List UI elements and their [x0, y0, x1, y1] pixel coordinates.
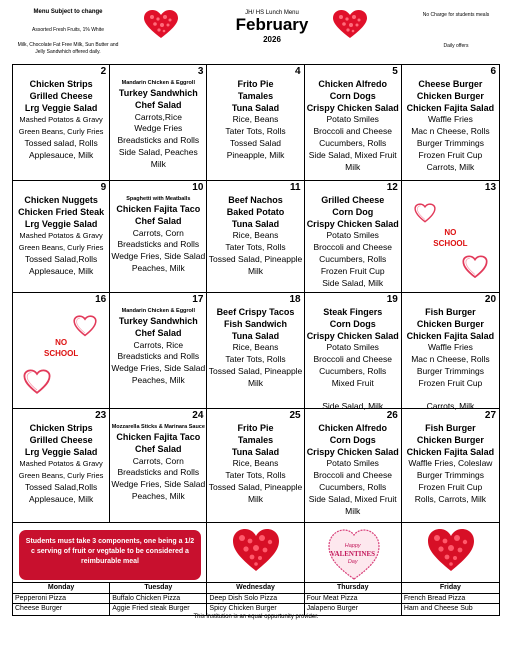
side-item: Milk: [345, 505, 361, 516]
special-item: Mandarin Chicken & Eggroll: [121, 308, 195, 314]
entree-item: Tuna Salad: [231, 102, 280, 113]
side-item: Side Salad, Milk: [322, 277, 384, 288]
day-number: 16: [95, 294, 107, 305]
side-item: Carrots, Corn: [132, 455, 184, 466]
entree-item: Baked Potato: [226, 206, 285, 217]
daily-offer-item: Aggie Fried steak Burger: [110, 604, 207, 615]
day-cell: [207, 293, 304, 408]
side-item: Green Beans, Curly Fries: [18, 243, 104, 253]
day-cell: [110, 293, 207, 408]
entree-item: Chicken Burger: [416, 90, 484, 101]
side-item: Green Beans, Curly Fries: [18, 471, 104, 481]
daily-offer-item: Ham and Cheese Sub: [403, 605, 473, 612]
entree-item: Tuna Salad: [231, 446, 280, 457]
day-cell: [110, 65, 207, 180]
entree-item: Turkey Sandwhich: [118, 316, 198, 326]
side-item: [305, 390, 401, 402]
entree-item: Chef Salad: [135, 215, 182, 226]
header-right-block: [410, 12, 502, 49]
entree-item: Fish Burger: [425, 307, 476, 317]
daily-offer-item: French Bread Pizza: [403, 594, 466, 602]
no-school-text: NO: [444, 228, 457, 237]
side-item: Broccoli and Cheese: [313, 126, 392, 137]
side-item: Applesauce, Milk: [28, 493, 94, 504]
special-item: Mandarin Chicken & Eggroll: [121, 80, 195, 86]
daily-sandwich-note: Milk, Chocolate Fat Free Milk, Sun Butter and Jelly Sandwhich offered daily.: [17, 41, 119, 55]
side-item: Wedge Fries: [134, 123, 183, 134]
header-title-block: [217, 10, 327, 44]
day-cell: [305, 181, 402, 292]
side-item: Breadsticks and Rolls: [117, 135, 200, 146]
side-item: Tossed Salad,Rolls: [24, 481, 98, 492]
day-number: 17: [192, 294, 204, 305]
day-cell: [13, 65, 110, 180]
side-item: Tater Tots, Rolls: [225, 354, 286, 365]
entree-item: Corn Dogs: [329, 318, 376, 329]
day-number: 19: [386, 294, 398, 305]
side-item: Tater Tots, Rolls: [225, 242, 286, 253]
entree-item: Corn Dog: [332, 206, 374, 217]
entree-item: Crispy Chicken Salad: [306, 218, 399, 229]
no-school-label: [13, 337, 109, 359]
side-item: Peaches, Milk: [131, 262, 185, 273]
side-item: Potato Smiles: [326, 458, 379, 469]
menu-year: 2026: [263, 34, 281, 44]
week-row: [13, 65, 499, 181]
weekday-header: Tuesday: [110, 583, 207, 593]
entree-item: Lrg Veggie Salad: [24, 218, 98, 229]
day-number: 5: [392, 66, 398, 77]
side-item: Carrots, Milk: [426, 161, 475, 172]
day-number: 26: [386, 410, 398, 421]
day-number: 27: [484, 410, 497, 421]
day-number: 2: [100, 66, 107, 77]
side-item: Tossed Salad, Pineapple: [208, 481, 303, 492]
side-item: Broccoli and Cheese: [313, 354, 392, 365]
no-school-label: [402, 227, 499, 249]
daily-offers-label: Daily offers: [443, 43, 469, 49]
day-cell: [13, 181, 110, 292]
side-item: Milk: [150, 158, 166, 169]
day-cell: [110, 409, 207, 522]
day-cell: [305, 409, 402, 522]
day-cell: [110, 181, 207, 292]
valentine-greeting: [305, 542, 401, 566]
day-cell: [13, 293, 110, 408]
day-cell: [402, 181, 499, 292]
side-item: Tossed salad, Rolls: [24, 137, 98, 148]
side-item: Tossed Salad: [229, 137, 282, 148]
entree-item: Beef Crispy Tacos: [216, 307, 295, 317]
week-row: [13, 409, 499, 523]
daily-offers-row: [13, 604, 499, 615]
menu-change-note: Menu Subject to change: [33, 9, 103, 15]
entree-item: Chef Salad: [135, 99, 182, 110]
day-number: 25: [289, 410, 301, 421]
no-school-text: SCHOOL: [433, 239, 468, 248]
entree-item: Chicken Nuggets: [24, 195, 98, 205]
side-item: [402, 390, 499, 402]
side-item: Frozen Fruit Cup: [418, 149, 483, 160]
entree-item: Cheese Burger: [418, 79, 483, 89]
side-item: Burger Trimmings: [416, 470, 484, 481]
entree-item: Chicken Fajita Salad: [406, 446, 495, 457]
side-item: Cucumbers, Rolls: [319, 365, 387, 376]
entree-item: Chicken Alfredo: [318, 423, 388, 433]
entree-item: Beef Nachos: [228, 195, 283, 205]
entree-item: Frito Pie: [237, 423, 274, 433]
side-item: Cucumbers, Rolls: [319, 137, 387, 148]
entree-item: Chicken Strips: [29, 79, 93, 89]
side-item: Milk: [345, 161, 361, 172]
side-item: Potato Smiles: [326, 114, 379, 125]
header-left-block: [12, 8, 124, 55]
no-school-text: SCHOOL: [43, 349, 79, 358]
entree-item: Lrg Veggie Salad: [24, 102, 98, 113]
side-item: Mashed Potatos & Gravy: [19, 459, 103, 469]
side-item: Rice, Beans: [232, 342, 279, 353]
entree-item: Tuna Salad: [231, 218, 280, 229]
daily-offer-item: Four Meat Pizza: [305, 594, 402, 604]
side-item: Breadsticks and Rolls: [117, 467, 200, 478]
side-item: Side Salad, Peaches: [118, 146, 198, 157]
side-item: Burger Trimmings: [416, 365, 484, 376]
entree-item: Fish Burger: [425, 423, 476, 433]
side-item: Pineapple, Milk: [226, 149, 285, 160]
side-item: Side Salad, Milk: [322, 401, 384, 412]
side-item: Side Salad, Mixed Fruit: [308, 493, 397, 504]
side-item: Broccoli and Cheese: [313, 242, 392, 253]
day-number: 9: [100, 182, 107, 193]
side-item: Mac n Cheese, Rolls: [411, 126, 490, 137]
side-item: Waffle Fries: [427, 342, 473, 353]
daily-offer-item: Deep Dish Solo Pizza: [207, 594, 304, 604]
side-item: Frozen Fruit Cup: [418, 377, 483, 388]
heart-outline-icon: [23, 369, 51, 394]
day-number: 12: [386, 182, 398, 193]
weekday-header: Wednesday: [207, 583, 304, 593]
side-item: Carrots, Corn: [132, 227, 184, 238]
side-item: Tossed Salad, Pineapple: [208, 253, 303, 264]
day-cell: [402, 409, 499, 522]
side-item: Frozen Fruit Cup: [320, 265, 385, 276]
menu-calendar-grid: [12, 64, 500, 594]
heart-cluster-icon: [332, 10, 368, 40]
daily-offers-header-row: [13, 583, 499, 594]
entree-item: Chef Salad: [135, 327, 182, 338]
side-item: Wedge Fries, Side Salad: [111, 251, 206, 262]
entree-item: Grilled Cheese: [29, 434, 93, 445]
valentine-line-happy: Happy: [344, 543, 361, 549]
entree-item: Corn Dogs: [329, 90, 376, 101]
no-charge-note: No Charge for students meals: [422, 12, 490, 18]
entree-item: Steak Fingers: [323, 307, 383, 317]
day-number: 11: [290, 182, 301, 193]
entree-item: Chef Salad: [135, 443, 182, 454]
daily-offer-item: Spicy Chicken Burger: [207, 604, 304, 615]
day-number: 20: [484, 294, 497, 305]
entree-item: Grilled Cheese: [29, 90, 93, 101]
side-item: Tossed Salad,Rolls: [24, 253, 98, 264]
side-item: Frozen Fruit Cup: [418, 481, 483, 492]
side-item: Side Salad, Mixed Fruit: [308, 149, 397, 160]
day-number: 18: [289, 294, 301, 305]
menu-header: [12, 8, 500, 64]
entree-item: Chicken Fajita Taco: [116, 204, 201, 214]
side-item: Milk: [247, 265, 264, 276]
daily-offer-item: Pepperoni Pizza: [13, 594, 110, 604]
daily-offers-row: [13, 594, 499, 605]
side-item: Waffle Fries: [427, 114, 473, 125]
day-number: 23: [95, 410, 107, 421]
no-school-text: NO: [55, 338, 68, 347]
side-item: Cucumbers, Rolls: [319, 253, 387, 264]
week-row: [13, 293, 499, 412]
side-item: Mashed Potatos & Gravy: [19, 231, 103, 241]
side-item: Carrots,Rice: [134, 111, 182, 122]
entree-item: Chicken Fajita Taco: [116, 432, 201, 442]
entree-item: Chicken Fajita Salad: [406, 330, 495, 341]
daily-offers-table: [12, 582, 500, 616]
entree-item: Chicken Alfredo: [318, 79, 388, 89]
daily-offer-item: Cheese Burger: [13, 604, 110, 615]
side-item: Broccoli and Cheese: [313, 470, 392, 481]
day-number: 6: [490, 66, 497, 77]
side-item: Rice, Beans: [232, 458, 279, 469]
side-item: Potato Smiles: [326, 342, 379, 353]
heart-cluster-icon: [427, 529, 475, 573]
day-cell: [13, 409, 110, 522]
day-cell: [207, 181, 304, 292]
day-cell: [402, 65, 499, 180]
daily-fruit-milk-note: Assorted Fresh Fruits, 1% White: [32, 27, 104, 34]
heart-cluster-icon: [143, 10, 179, 40]
special-item: Spaghetti with Meatballs: [126, 196, 191, 202]
special-item: Mozzarella Sticks & Marinara Sauce: [111, 424, 205, 430]
menu-subtitle: JH/ HS Lunch Menu: [245, 10, 299, 16]
entree-item: Crispy Chicken Salad: [306, 446, 399, 457]
side-item: Wedge Fries, Side Salad: [111, 363, 206, 374]
valentine-line-title: VALENTINES: [330, 550, 376, 558]
entree-item: Chicken Burger: [416, 434, 484, 445]
side-item: Potato Smiles: [326, 230, 379, 241]
entree-item: Tamales: [237, 434, 274, 445]
side-item: Breadsticks and Rolls: [117, 239, 200, 250]
heart-cluster-icon: [232, 529, 280, 573]
side-item: Carrots, Rice: [133, 339, 184, 350]
weekday-header: Thursday: [305, 583, 402, 593]
entree-item: Frito Pie: [237, 79, 274, 89]
entree-item: Chicken Strips: [29, 423, 93, 433]
day-cell: [305, 293, 402, 412]
entree-item: Chicken Fried Steak: [18, 206, 105, 217]
side-item: Breadsticks and Rolls: [117, 351, 200, 362]
side-item: Peaches, Milk: [131, 490, 185, 501]
daily-offer-item: Buffalo Chicken Pizza: [110, 594, 207, 604]
entree-item: Tamales: [237, 90, 274, 101]
side-item: Tater Tots, Rolls: [225, 126, 286, 137]
day-number: 3: [197, 66, 204, 77]
entree-item: Turkey Sandwhich: [118, 88, 198, 98]
reimbursable-meal-notice: Students must take 3 components, one being a 1/2 c serving of fruit or vegtable to be considered a reimburable meal: [19, 530, 201, 580]
day-number: 10: [192, 182, 204, 193]
entree-item: Fish Sandwich: [224, 318, 288, 329]
side-item: Waffle Fries, Coleslaw: [408, 458, 493, 469]
entree-item: Crispy Chicken Salad: [306, 330, 399, 341]
heart-outline-icon: [414, 203, 436, 223]
entree-item: Crispy Chicken Salad: [306, 102, 399, 113]
day-number: 4: [295, 66, 301, 77]
side-item: Tossed Salad, Pineapple: [208, 365, 303, 376]
valentine-line-day: Day: [347, 559, 358, 565]
side-item: Mixed Fruit: [331, 377, 374, 388]
entree-item: Lrg Veggie Salad: [24, 446, 98, 457]
side-item: Cucumbers, Rolls: [319, 481, 387, 492]
side-item: Mac n Cheese, Rolls: [411, 354, 490, 365]
entree-item: Grilled Cheese: [321, 195, 385, 205]
entree-item: Corn Dogs: [329, 434, 376, 445]
weekday-header: Monday: [13, 583, 110, 593]
day-number: 13: [484, 182, 497, 193]
side-item: Peaches, Milk: [131, 374, 185, 385]
side-item: Burger Trimmings: [416, 137, 484, 148]
weekday-header: Friday: [439, 584, 461, 591]
entree-item: Chicken Fajita Salad: [406, 102, 495, 113]
side-item: Milk: [247, 493, 264, 504]
day-cell: [402, 293, 499, 412]
day-cell: [207, 409, 304, 522]
side-item: Wedge Fries, Side Salad: [111, 479, 206, 490]
day-number: 24: [192, 410, 204, 421]
day-cell: [305, 65, 402, 180]
daily-offer-item: Jalapeno Burger: [305, 604, 402, 615]
side-item: Applesauce, Milk: [28, 149, 94, 160]
heart-outline-icon: [462, 255, 488, 278]
day-cell: [207, 65, 304, 180]
side-item: Tater Tots, Rolls: [225, 470, 286, 481]
side-item: Rice, Beans: [232, 114, 279, 125]
side-item: Applesauce, Milk: [28, 265, 94, 276]
side-item: Green Beans, Curly Fries: [18, 127, 104, 137]
side-item: Milk: [247, 377, 264, 388]
equal-opportunity-disclaimer: This institution is an equal oppurtunity provider.: [193, 614, 319, 620]
entree-item: Tuna Salad: [231, 330, 280, 341]
page-title: February: [235, 15, 309, 34]
side-item: Mashed Potatos & Gravy: [19, 115, 103, 125]
week-row: [13, 181, 499, 293]
side-item: Carrots, Milk: [426, 401, 475, 412]
side-item: Rice, Beans: [232, 230, 279, 241]
heart-outline-icon: [73, 315, 97, 337]
entree-item: Chicken Burger: [416, 318, 484, 329]
side-item: Rolls, Carrots, Milk: [414, 493, 487, 504]
